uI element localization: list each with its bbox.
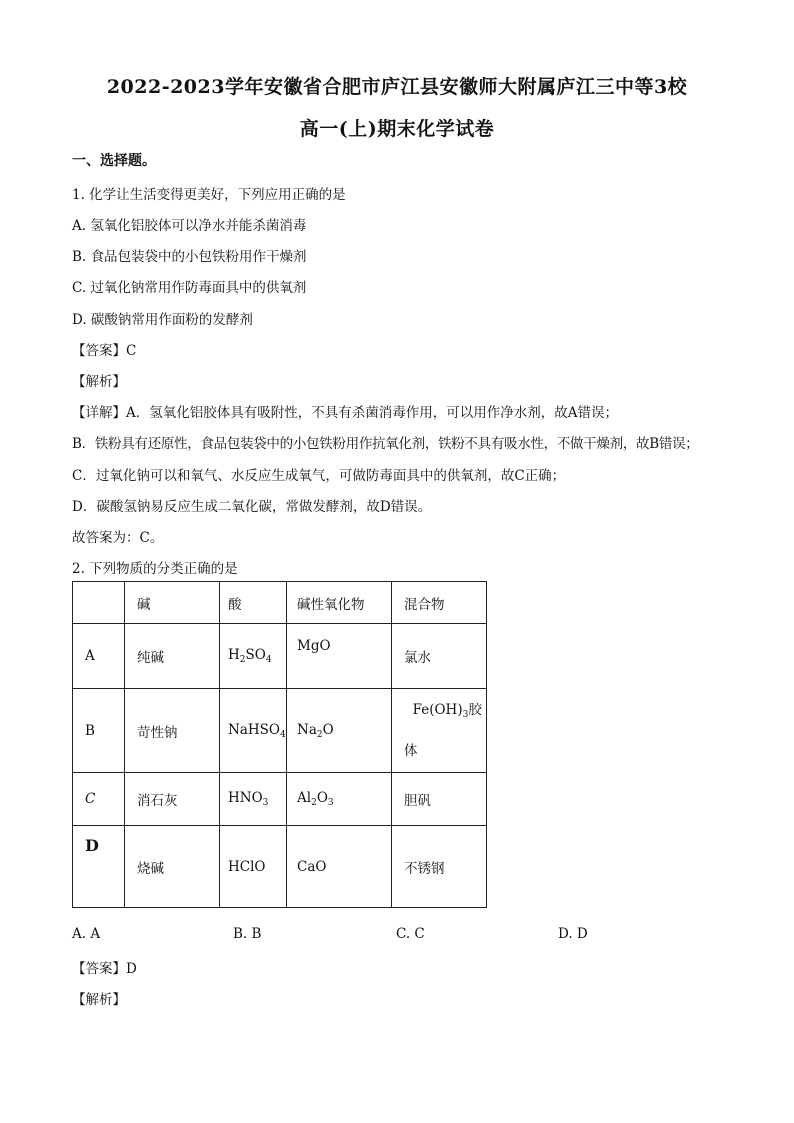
answer-value: D [126, 961, 137, 977]
q1-conclusion: 故答案为：C。 [72, 530, 164, 546]
answer-tag: 【答案】 [72, 961, 126, 977]
base-cell: 苛性钠 [125, 689, 220, 773]
acid-cell: HClO [220, 826, 287, 908]
q2-option-d: D. D [558, 926, 588, 942]
table-row [73, 624, 487, 689]
base-cell: 纯碱 [125, 624, 220, 689]
table-header-cell: 碱 [125, 582, 220, 624]
base-cell: 消石灰 [125, 773, 220, 826]
table-row [73, 689, 487, 773]
mixture-cell: $Fe(OH)_3$胶 体 [392, 689, 487, 773]
acid-cell: NaHSO$_4$ [220, 689, 287, 773]
section-heading: 一、选择题。 [72, 153, 156, 169]
q2-option-a: A. A [72, 926, 101, 942]
q1-detail-a: 【详解】A．氢氧化铝胶体具有吸附性，不具有杀菌消毒作用，可以用作净水剂，故A错误； [72, 405, 618, 421]
table-header-row [73, 582, 487, 624]
base-cell: 烧碱 [125, 826, 220, 908]
oxide-cell: $Na_2O$ [287, 689, 392, 773]
mixture-cell: 不锈钢 [392, 826, 487, 908]
table-header-cell [73, 582, 125, 624]
oxide-cell: MgO [287, 624, 392, 689]
exam-title-line2: 高一(上)期末化学试卷 [299, 118, 495, 140]
q1-option-c: C. 过氧化钠常用作防毒面具中的供氧剂 [72, 280, 307, 296]
q1-detail-b: B．铁粉具有还原性，食品包装袋中的小包铁粉用作抗氧化剂，铁粉不具有吸水性，不做干燥剂，故B错误； [72, 436, 699, 452]
q2-stem: 2. 下列物质的分类正确的是 [72, 561, 238, 577]
acid-cell: $H_2SO_4$ [220, 624, 287, 689]
mixture-cell: 氯水 [392, 624, 487, 689]
table-header-cell: 混合物 [392, 582, 487, 624]
answer-value: C [126, 343, 137, 359]
q1-detail-c: C．过氧化钠可以和氧气、水反应生成氧气，可做防毒面具中的供氧剂，故C正确； [72, 468, 566, 484]
q2-answer [72, 957, 137, 977]
table-row [73, 826, 487, 908]
row-label: A [73, 624, 125, 689]
oxide-cell: CaO [287, 826, 392, 908]
exam-title-line1: 2022-2023学年安徽省合肥市庐江县安徽师大附属庐江三中等3校 [106, 76, 688, 98]
detail-tag: 【详解】 [72, 405, 126, 421]
q2-option-c: C. C [396, 926, 425, 942]
answer-tag: 【答案】 [72, 343, 126, 359]
row-label: C [73, 773, 125, 826]
acid-cell: $HNO_3$ [220, 773, 287, 826]
table-header-cell: 酸 [220, 582, 287, 624]
table-header-cell: 碱性氧化物 [287, 582, 392, 624]
q1-option-d: D. 碳酸钠常用作面粉的发酵剂 [72, 312, 253, 328]
q1-analysis-tag: 【解析】 [72, 374, 126, 390]
row-label: B [73, 689, 125, 773]
mixture-cell: 胆矾 [392, 773, 487, 826]
q1-detail-d: D．碳酸氢钠易反应生成二氧化碳，常做发酵剂，故D错误。 [72, 499, 432, 515]
oxide-cell: $Al_2O_3$ [287, 773, 392, 826]
q1-option-b: B. 食品包装袋中的小包铁粉用作干燥剂 [72, 249, 307, 265]
q2-option-b: B. B [233, 926, 262, 942]
q2-analysis-tag: 【解析】 [72, 992, 126, 1008]
q1-option-a: A. 氢氧化铝胶体可以净水并能杀菌消毒 [72, 218, 307, 234]
q1-answer [72, 339, 136, 359]
classification-table [72, 581, 487, 908]
q1-stem: 1. 化学让生活变得更美好，下列应用正确的是 [72, 187, 346, 203]
table-row [73, 773, 487, 826]
row-label: D [73, 826, 125, 908]
